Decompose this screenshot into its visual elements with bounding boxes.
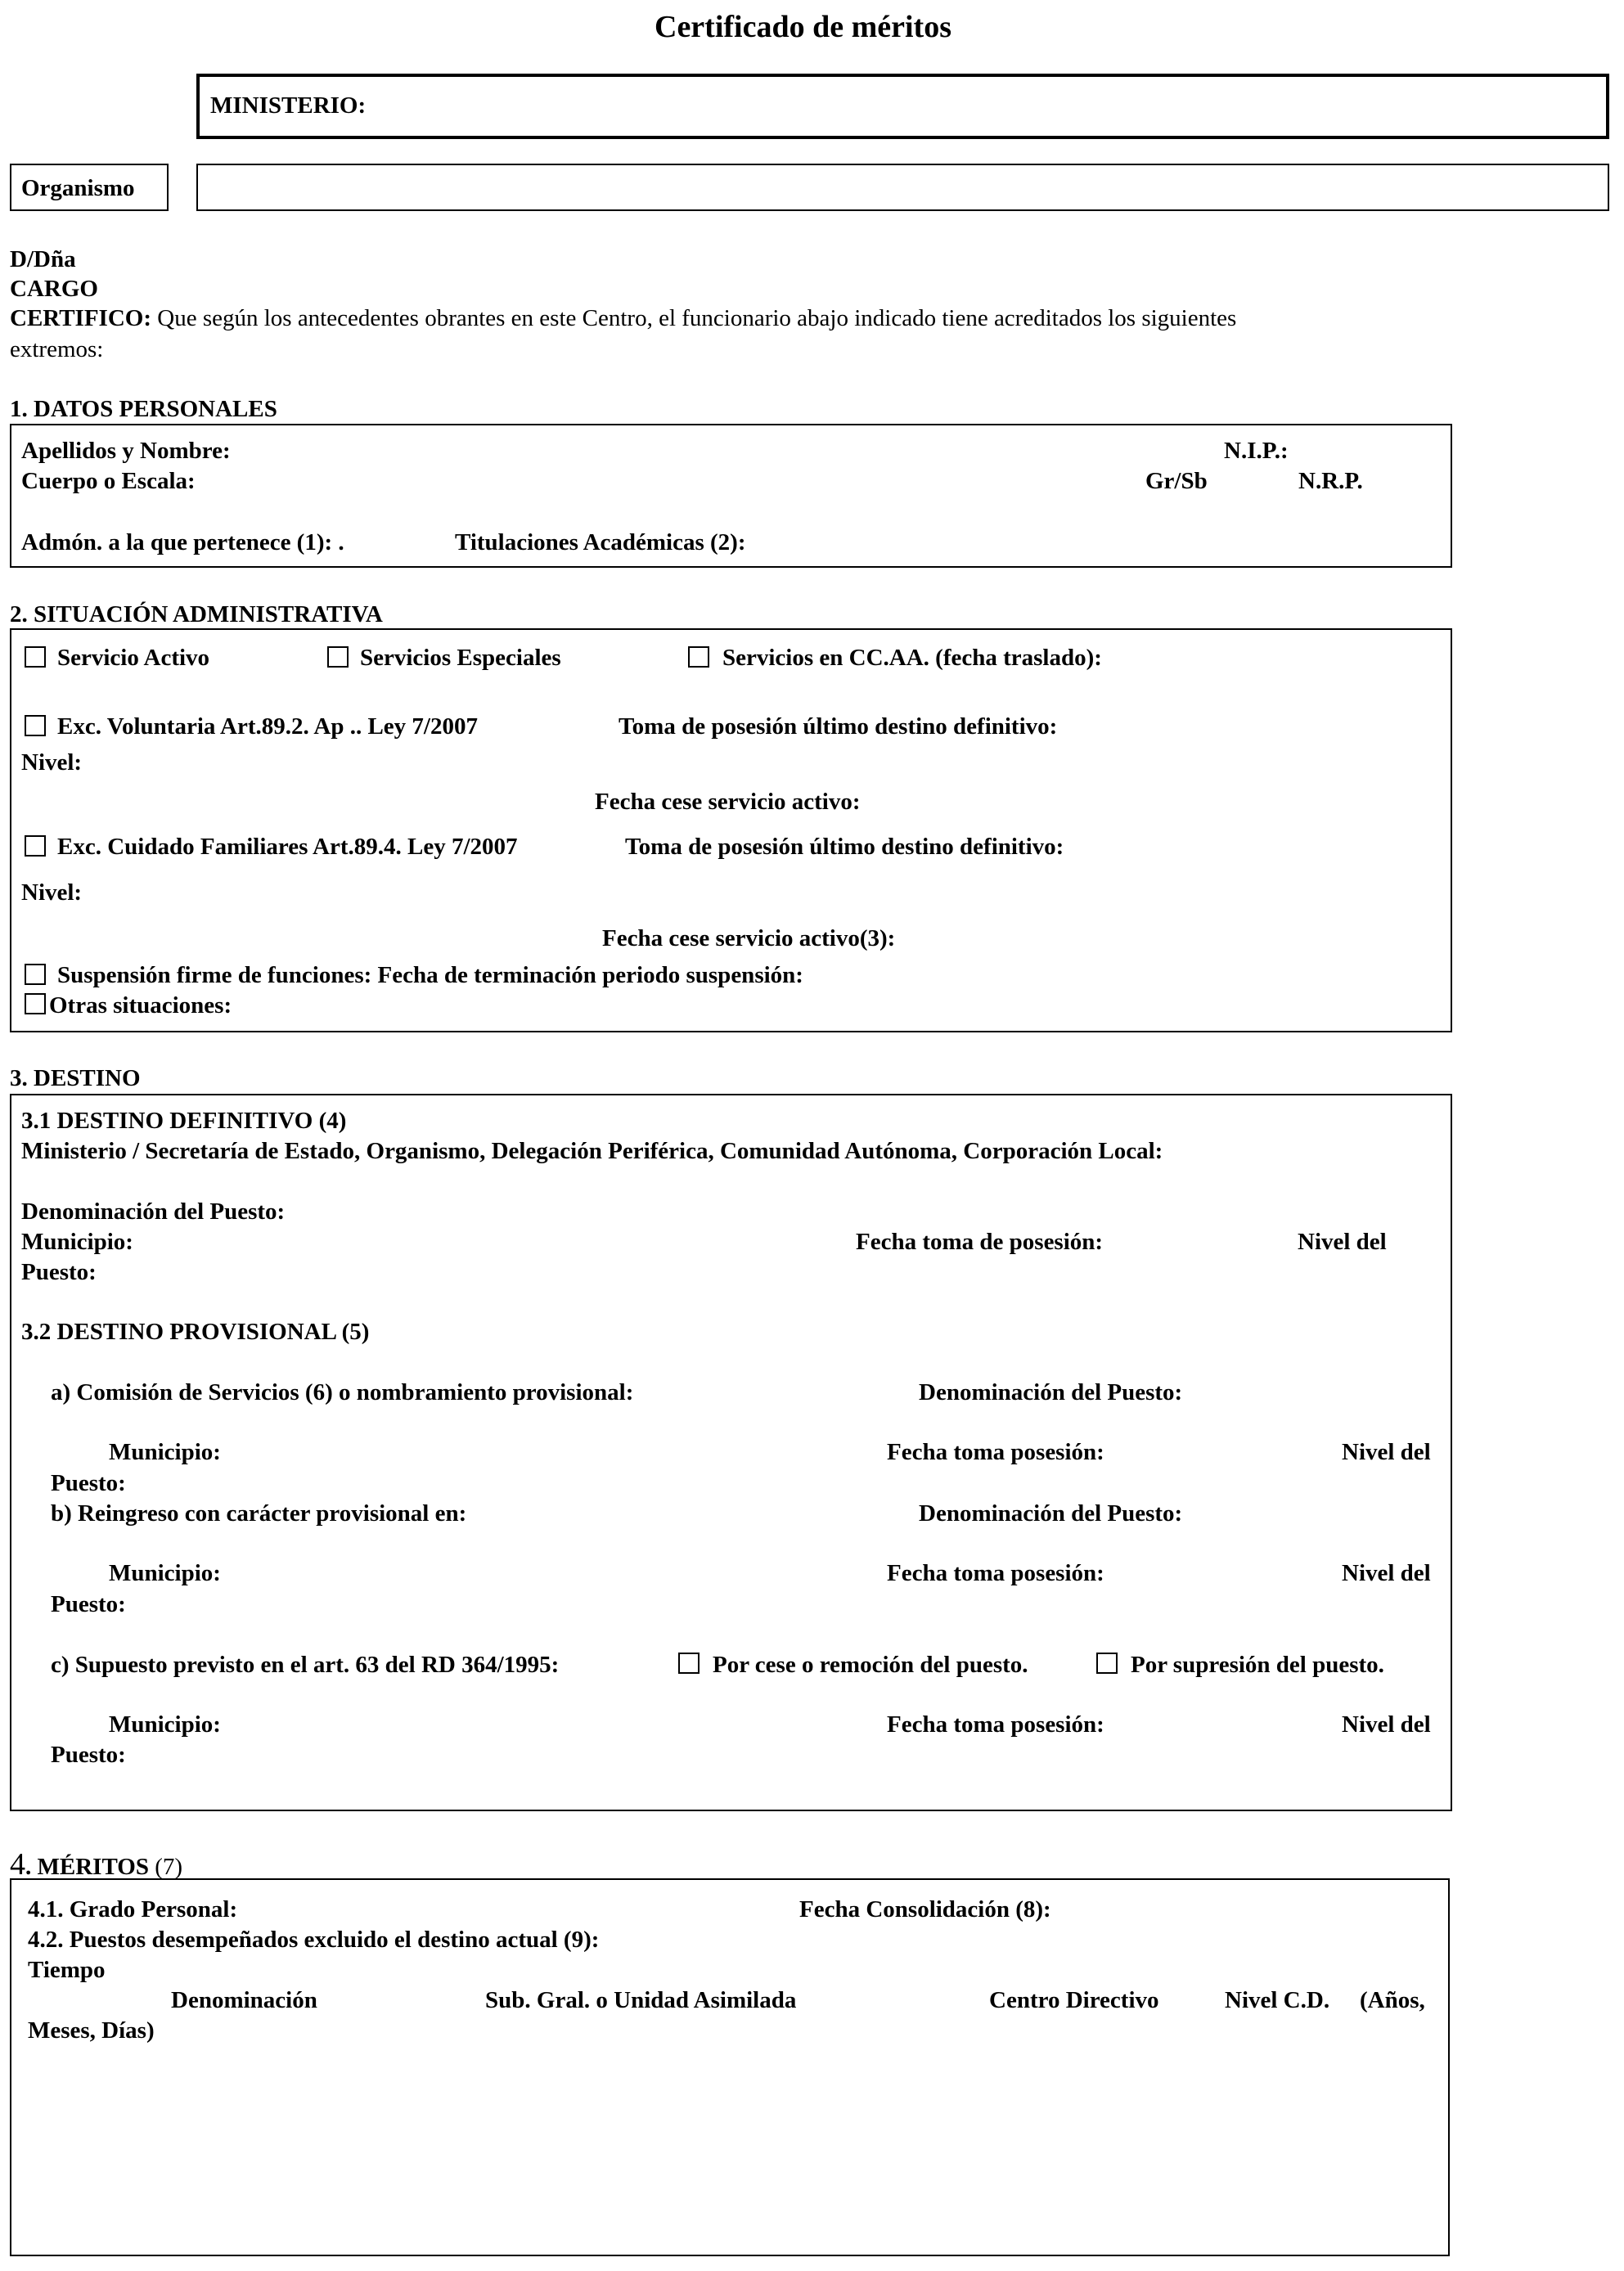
toma-posesion-label-1: Toma de posesión último destino definitivo: [619, 713, 1058, 740]
otras-situaciones-checkbox[interactable] [25, 993, 46, 1014]
nivel-label-2: Nivel: [21, 879, 83, 906]
destino-definitivo-ministerio: Ministerio / Secretaría de Estado, Organismo, Delegación Periférica, Comunidad Autónoma, Corporación Local: [21, 1138, 1163, 1164]
b-denominacion-label: Denominación del Puesto: [919, 1500, 1183, 1527]
admon-label: Admón. a la que pertenece (1): . [21, 529, 344, 555]
def-municipio-label: Municipio: [21, 1229, 133, 1255]
certifico-label: CERTIFICO: [10, 305, 151, 331]
titulaciones-label: Titulaciones Académicas (2): [455, 529, 746, 555]
suspension-checkbox[interactable] [25, 964, 46, 985]
toma-posesion-label-2: Toma de posesión último destino definitivo: [625, 834, 1064, 860]
otras-situaciones-label: Otras situaciones: [49, 992, 232, 1019]
section-4-title: . MÉRITOS [25, 1854, 149, 1880]
grado-personal-label: 4.1. Grado Personal: [28, 1896, 238, 1922]
exc-voluntaria-checkbox[interactable] [25, 715, 46, 736]
col-anos-header: (Años, [1360, 1987, 1425, 2013]
suspension-label: Suspensión firme de funciones: Fecha de terminación periodo suspensión: [57, 962, 803, 988]
col-nivel-header: Nivel C.D. [1225, 1987, 1330, 2013]
def-puesto-label: Puesto: [21, 1259, 97, 1285]
section-4-note: (7) [148, 1854, 183, 1880]
section-3-heading: 3. DESTINO [10, 1065, 141, 1091]
b-nivel-label: Nivel del [1342, 1560, 1431, 1586]
b-fecha-label: Fecha toma posesión: [887, 1560, 1104, 1586]
a-denominacion-label: Denominación del Puesto: [919, 1379, 1183, 1405]
ministerio-box[interactable] [196, 74, 1609, 139]
certifico-line [10, 307, 1236, 331]
exc-cuidado-checkbox[interactable] [25, 835, 46, 857]
certifico-text-cont: extremos: [10, 336, 104, 362]
page-title: Certificado de méritos [655, 10, 951, 44]
a-puesto-label: Puesto: [51, 1470, 126, 1496]
servicios-ccaa-label: Servicios en CC.AA. (fecha traslado): [722, 645, 1102, 671]
col-subgral-header: Sub. Gral. o Unidad Asimilada [485, 1987, 797, 2013]
b-municipio-label: Municipio: [109, 1560, 221, 1586]
don-label: D/Dña [10, 246, 76, 272]
ministerio-label: MINISTERIO: [210, 92, 367, 119]
a-nivel-label: Nivel del [1342, 1439, 1431, 1465]
exc-cuidado-label: Exc. Cuidado Familiares Art.89.4. Ley 7/2007 [57, 834, 518, 860]
fecha-cese-label-2: Fecha cese servicio activo(3): [602, 925, 896, 951]
puestos-desempenados-label: 4.2. Puestos desempeñados excluido el destino actual (9): [28, 1927, 600, 1953]
c-nivel-label: Nivel del [1342, 1711, 1431, 1738]
certifico-text: Que según los antecedentes obrantes en este Centro, el funcionario abajo indicado tiene acreditados los siguientes [157, 305, 1237, 331]
def-fecha-label: Fecha toma de posesión: [856, 1229, 1104, 1255]
destino-definitivo-heading: 3.1 DESTINO DEFINITIVO (4) [21, 1108, 347, 1134]
nivel-label-1: Nivel: [21, 749, 83, 776]
organismo-label: Organismo [21, 175, 135, 201]
c-cese-checkbox[interactable] [678, 1653, 700, 1674]
cargo-label: CARGO [10, 276, 98, 302]
nrp-label: N.R.P. [1298, 468, 1363, 494]
fecha-cese-label-1: Fecha cese servicio activo: [595, 789, 861, 815]
c-fecha-label: Fecha toma posesión: [887, 1711, 1104, 1738]
b-reingreso-label: b) Reingreso con carácter provisional en: [51, 1500, 467, 1527]
a-municipio-label: Municipio: [109, 1439, 221, 1465]
destino-provisional-heading: 3.2 DESTINO PROVISIONAL (5) [21, 1319, 370, 1345]
c-supuesto-label: c) Supuesto previsto en el art. 63 del RD 364/1995: [51, 1652, 560, 1678]
exc-voluntaria-label: Exc. Voluntaria Art.89.2. Ap .. Ley 7/2007 [57, 713, 478, 740]
b-puesto-label: Puesto: [51, 1591, 126, 1617]
servicio-activo-label: Servicio Activo [57, 645, 210, 671]
section-1-heading: 1. DATOS PERSONALES [10, 396, 277, 422]
col-denominacion-header: Denominación [171, 1987, 317, 2013]
a-comision-label: a) Comisión de Servicios (6) o nombramiento provisional: [51, 1379, 634, 1405]
c-supresion-checkbox[interactable] [1096, 1653, 1118, 1674]
def-nivel-label: Nivel del [1298, 1229, 1387, 1255]
def-denominacion-label: Denominación del Puesto: [21, 1198, 286, 1225]
a-fecha-label: Fecha toma posesión: [887, 1439, 1104, 1465]
c-supresion-label: Por supresión del puesto. [1131, 1652, 1384, 1678]
c-puesto-label: Puesto: [51, 1742, 126, 1768]
section-4-heading [10, 1849, 182, 1880]
section-4-number: 4 [10, 1847, 25, 1882]
nip-label: N.I.P.: [1224, 438, 1289, 464]
cuerpo-label: Cuerpo o Escala: [21, 468, 196, 494]
servicios-especiales-label: Servicios Especiales [360, 645, 561, 671]
section-2-heading: 2. SITUACIÓN ADMINISTRATIVA [10, 601, 383, 627]
grsb-label: Gr/Sb [1145, 468, 1208, 494]
servicio-activo-checkbox[interactable] [25, 646, 46, 668]
col-meses-header: Meses, Días) [28, 2017, 155, 2044]
tiempo-label: Tiempo [28, 1957, 106, 1983]
servicios-especiales-checkbox[interactable] [327, 646, 349, 668]
apellidos-label: Apellidos y Nombre: [21, 438, 231, 464]
organismo-field[interactable] [196, 164, 1609, 211]
fecha-consolidacion-label: Fecha Consolidación (8): [799, 1896, 1051, 1922]
c-cese-label: Por cese o remoción del puesto. [713, 1652, 1028, 1678]
servicios-ccaa-checkbox[interactable] [688, 646, 709, 668]
col-centro-header: Centro Directivo [989, 1987, 1159, 2013]
c-municipio-label: Municipio: [109, 1711, 221, 1738]
